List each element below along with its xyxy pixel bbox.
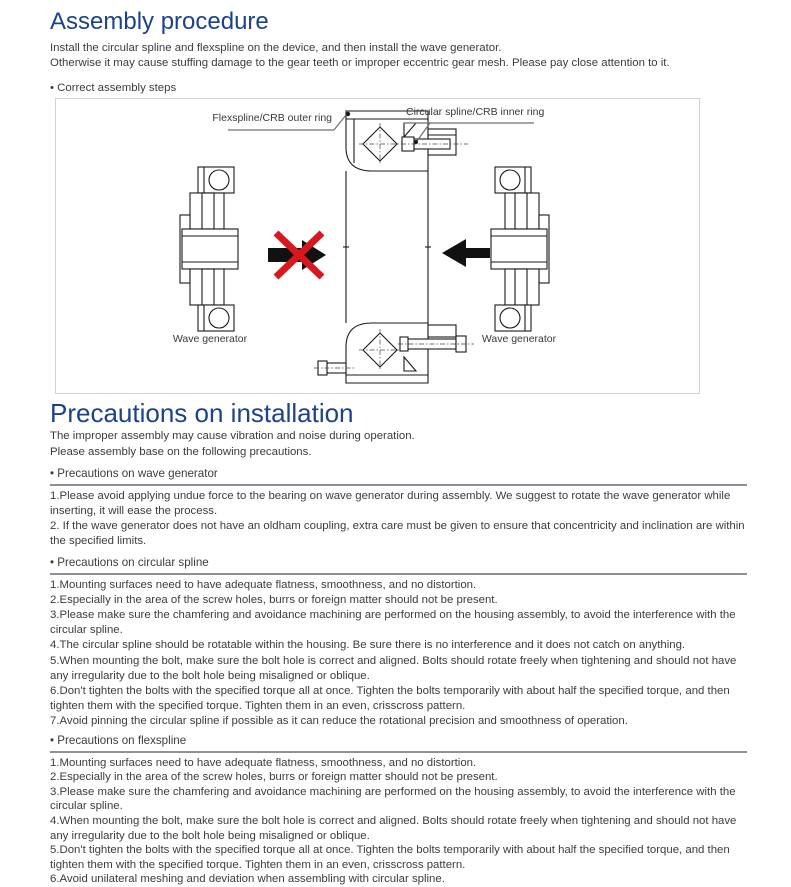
precaution-item: 2. If the wave generator does not have an oldham coupling, extra care must be given to ensure that concentricity and inclination are within the specified limits. bbox=[50, 520, 745, 548]
section-flexspline bbox=[50, 734, 747, 887]
precaution-item: 6.Avoid unilateral meshing and deviation when assembling with circular spline. bbox=[50, 873, 445, 886]
circular-spline-items bbox=[50, 578, 747, 730]
circular-spline-inner-ring-label: Circular spline/CRB inner ring bbox=[406, 106, 545, 119]
precaution-item: 7.Avoid pinning the circular spline if possible as it can reduce the rotational precision and smoothness of operation. bbox=[50, 715, 628, 728]
flexspline-outer-ring-label: Flexspline/CRB outer ring bbox=[212, 112, 332, 125]
precaution-item: 1.Mounting surfaces need to have adequate flatness, smoothness, and no distortion. bbox=[50, 756, 477, 769]
leader-dot-circular-spline bbox=[414, 140, 418, 144]
assembly-procedure-title: Assembly procedure bbox=[50, 8, 269, 35]
arrow-left-icon bbox=[442, 239, 490, 267]
wave-generator-label-left: Wave generator bbox=[172, 333, 248, 346]
assembly-diagram bbox=[55, 98, 700, 394]
assembly-diagram-drawing bbox=[56, 99, 699, 393]
wave-generator-items bbox=[50, 489, 747, 550]
wave-generator-label-right: Wave generator bbox=[481, 333, 557, 346]
precaution-item: 4.When mounting the bolt, make sure the bolt hole is correct and aligned. Bolts should rotate freely when tightening and should not have any irregularity due to the bolt hole being misaligned or oblique. bbox=[50, 815, 737, 842]
section-circular-spline bbox=[50, 556, 747, 730]
left-wave-generator-drawing bbox=[180, 167, 238, 331]
precaution-item: 2.Especially in the area of the screw holes, burrs or foreign matter should not be present. bbox=[50, 771, 498, 784]
precaution-item: 3.Please make sure the chamfering and avoidance machining are performed on the housing assembly, to avoid the interference with the circular spline. bbox=[50, 785, 736, 813]
section-heading-wave-generator: • Precautions on wave generator bbox=[50, 467, 747, 486]
installation-intro-line-1: The improper assembly may cause vibration and noise during operation. bbox=[50, 430, 415, 443]
section-wave-generator bbox=[50, 467, 747, 550]
precaution-item: 2.Especially in the area of the screw holes, burrs or foreign matter should not be present. bbox=[50, 593, 498, 606]
assembly-intro-line-1: Install the circular spline and flexspline on the device, and then install the wave generator. bbox=[50, 42, 502, 54]
installation-intro-line-2: Please assembly base on the following precautions. bbox=[50, 445, 312, 458]
precautions-installation-title: Precautions on installation bbox=[50, 398, 354, 429]
leader-dot-flexspline bbox=[346, 112, 350, 116]
precaution-item: 3.Please make sure the chamfering and avoidance machining are performed on the housing assembly, to avoid the interference with the circular spline. bbox=[50, 609, 736, 637]
correct-assembly-steps-label: • Correct assembly steps bbox=[50, 82, 177, 95]
precaution-item: 1.Mounting surfaces need to have adequate flatness, smoothness, and no distortion. bbox=[50, 578, 477, 591]
right-wave-generator-drawing bbox=[491, 167, 549, 331]
section-heading-circular-spline: • Precautions on circular spline bbox=[50, 556, 747, 575]
section-heading-flexspline: • Precautions on flexspline bbox=[50, 734, 747, 753]
assembly-intro-line-2: Otherwise it may cause stuffing damage to the gear teeth or improper eccentric gear mesh. Please pay close attention to it. bbox=[50, 57, 670, 70]
precaution-item: 5.When mounting the bolt, make sure the bolt hole is correct and aligned. Bolts should rotate freely when tightening and should not have any irregularity due to the bolt hole being misaligned or oblique. bbox=[50, 654, 737, 682]
precaution-item: 4.The circular spline should be rotatable within the housing. Be sure there is no interference and it does not catch on anything. bbox=[50, 639, 686, 652]
precaution-item: 6.Don't tighten the bolts with the specified torque all at once. Tighten the bolts temporarily with about half the specified torque, and then tighten them with the specified torque. Tighten them in an even, crisscross pattern. bbox=[50, 685, 730, 713]
flexspline-items bbox=[50, 756, 747, 887]
precaution-item: 5.Don't tighten the bolts with the specified torque all at once. Tighten the bolts temporarily with about half the specified torque, and then tighten them with the specified torque. Tighten them in an even, crisscross pattern. bbox=[50, 844, 730, 871]
center-assembly-drawing bbox=[318, 111, 466, 383]
wrong-direction-marker bbox=[268, 233, 326, 277]
precaution-item: 1.Please avoid applying undue force to the bearing on wave generator during assembly. We suggest to rotate the wave generator while inserting, it will ease the process. bbox=[50, 489, 731, 518]
